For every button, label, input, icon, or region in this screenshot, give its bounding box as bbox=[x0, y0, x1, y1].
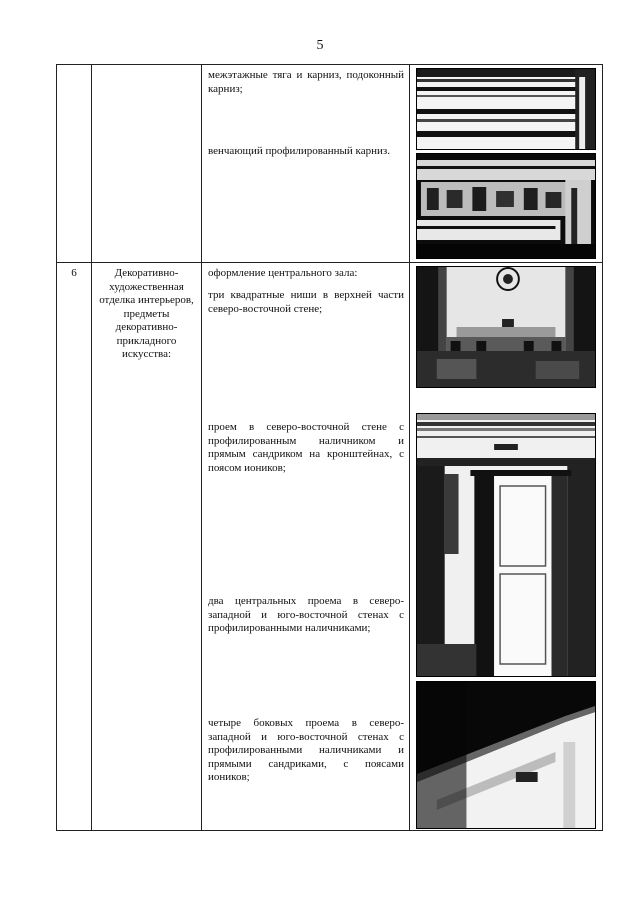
description-item: венчающий профилированный карниз. bbox=[208, 145, 390, 157]
description-item: оформление центрального зала: bbox=[208, 267, 358, 279]
table-row bbox=[57, 263, 603, 831]
doorway-photo bbox=[416, 413, 596, 677]
row-number bbox=[57, 65, 92, 263]
row-photos bbox=[410, 65, 603, 263]
description-item: два центральных проема в северо-западной и юго-восточной стенах с профилированными наличниками; bbox=[208, 595, 404, 634]
row-photos bbox=[410, 263, 603, 831]
row-number: 6 bbox=[57, 263, 92, 831]
page-number: 5 bbox=[316, 38, 324, 53]
side-openings-photo bbox=[416, 681, 596, 829]
description-item: четыре боковых проема в северо-западной и юго-восточной стенах с профилированными наличниками и прямыми сандриками, с поясами иоников; bbox=[208, 717, 404, 783]
description-item: проем в северо-восточной стене с профилированным наличником и прямым сандриком на кронштейнах, с поясом иоников; bbox=[208, 421, 404, 474]
description-item: межэтажные тяга и карниз, подоконный карниз; bbox=[208, 69, 404, 95]
monument-features-table bbox=[56, 64, 603, 831]
cornice-interfloor-photo bbox=[416, 68, 596, 150]
row-description bbox=[202, 263, 410, 831]
central-hall-photo bbox=[416, 266, 596, 388]
row-title bbox=[92, 65, 202, 263]
row-description bbox=[202, 65, 410, 263]
table-row bbox=[57, 65, 603, 263]
description-item: три квадратные ниши в верхней части северо-восточной стене; bbox=[208, 289, 404, 315]
row-title: Декоративно-художественная отделка интерьеров, предметы декоративно-прикладного искусства: bbox=[92, 263, 202, 831]
crowning-cornice-photo bbox=[416, 153, 596, 259]
